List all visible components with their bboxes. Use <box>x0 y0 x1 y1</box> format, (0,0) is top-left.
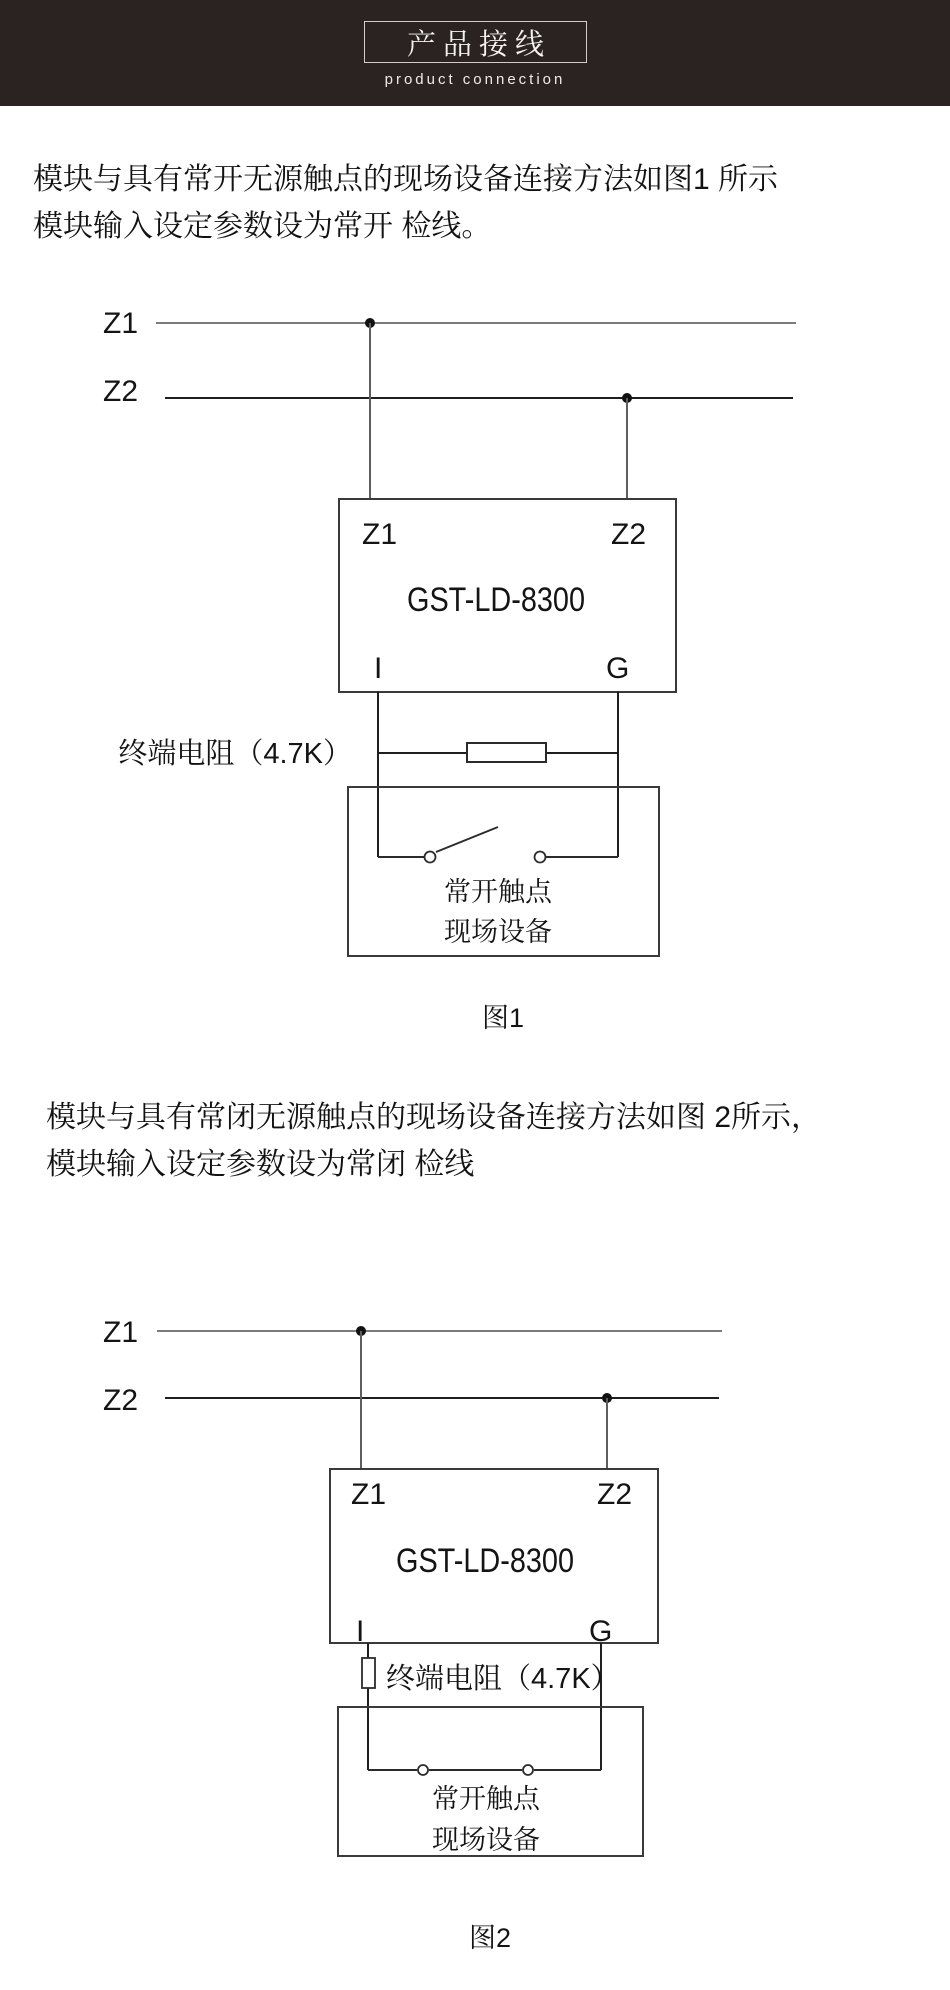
fig1-module-pin-i: I <box>374 652 383 685</box>
fig1-device-label-line2: 现场设备 <box>444 917 552 947</box>
figure2-wiring-diagram <box>0 1280 950 1990</box>
fig2-module-pin-z1: Z1 <box>351 1478 387 1511</box>
figure2-svg <box>0 1280 950 1990</box>
fig2-module-pin-i: I <box>356 1615 365 1648</box>
fig2-bus-z1-label: Z1 <box>103 1316 139 1349</box>
fig1-caption: 图1 <box>481 1003 525 1033</box>
intro-open-line1: 模块与具有常开无源触点的现场设备连接方法如图1 所示 <box>33 163 779 196</box>
fig2-device-label-line2: 现场设备 <box>432 1825 540 1855</box>
fig2-module-name: GST-LD-8300 <box>396 1542 574 1580</box>
fig2-device-label-line1: 常开触点 <box>432 1784 540 1814</box>
fig2-resistor-symbol <box>362 1658 375 1688</box>
fig1-module-pin-z2: Z2 <box>611 518 647 551</box>
fig2-contact-left-terminal <box>418 1765 428 1775</box>
fig1-module-pin-z1: Z1 <box>362 518 398 551</box>
intro-closed-line1: 模块与具有常闭无源触点的现场设备连接方法如图 2所示， <box>46 1101 822 1134</box>
fig1-switch-left-contact <box>425 852 436 863</box>
page-subtitle: product connection <box>384 71 566 88</box>
page-title: 产品接线 <box>406 28 551 61</box>
fig2-bus-z2-label: Z2 <box>103 1384 139 1417</box>
fig2-resistor-label: 终端电阻（4.7K） <box>386 1663 620 1695</box>
fig1-resistor-label: 终端电阻（4.7K） <box>118 738 352 770</box>
header-title-box <box>364 21 587 63</box>
fig1-bus-z2-label: Z2 <box>103 375 139 408</box>
intro-normally-closed <box>46 1094 821 1188</box>
fig1-module-pin-g: G <box>606 652 630 685</box>
intro-closed-line2: 模块输入设定参数设为常闭 检线 <box>46 1148 475 1181</box>
header-band <box>0 0 950 106</box>
fig2-contact-right-terminal <box>523 1765 533 1775</box>
fig1-bus-z1-label: Z1 <box>103 307 139 340</box>
fig1-module-name: GST-LD-8300 <box>407 581 585 619</box>
fig2-module-pin-g: G <box>589 1615 613 1648</box>
fig1-device-label-line1: 常开触点 <box>444 877 552 907</box>
figure1-wiring-diagram <box>0 280 950 1040</box>
intro-open-line2: 模块输入设定参数设为常开 检线。 <box>33 210 492 243</box>
fig1-switch-blade <box>436 827 498 852</box>
fig1-switch-right-contact <box>535 852 546 863</box>
fig2-caption: 图2 <box>468 1923 512 1953</box>
fig1-resistor-symbol <box>467 743 546 762</box>
fig2-module-pin-z2: Z2 <box>597 1478 633 1511</box>
figure1-svg <box>0 280 950 1040</box>
intro-normally-open <box>33 156 778 250</box>
